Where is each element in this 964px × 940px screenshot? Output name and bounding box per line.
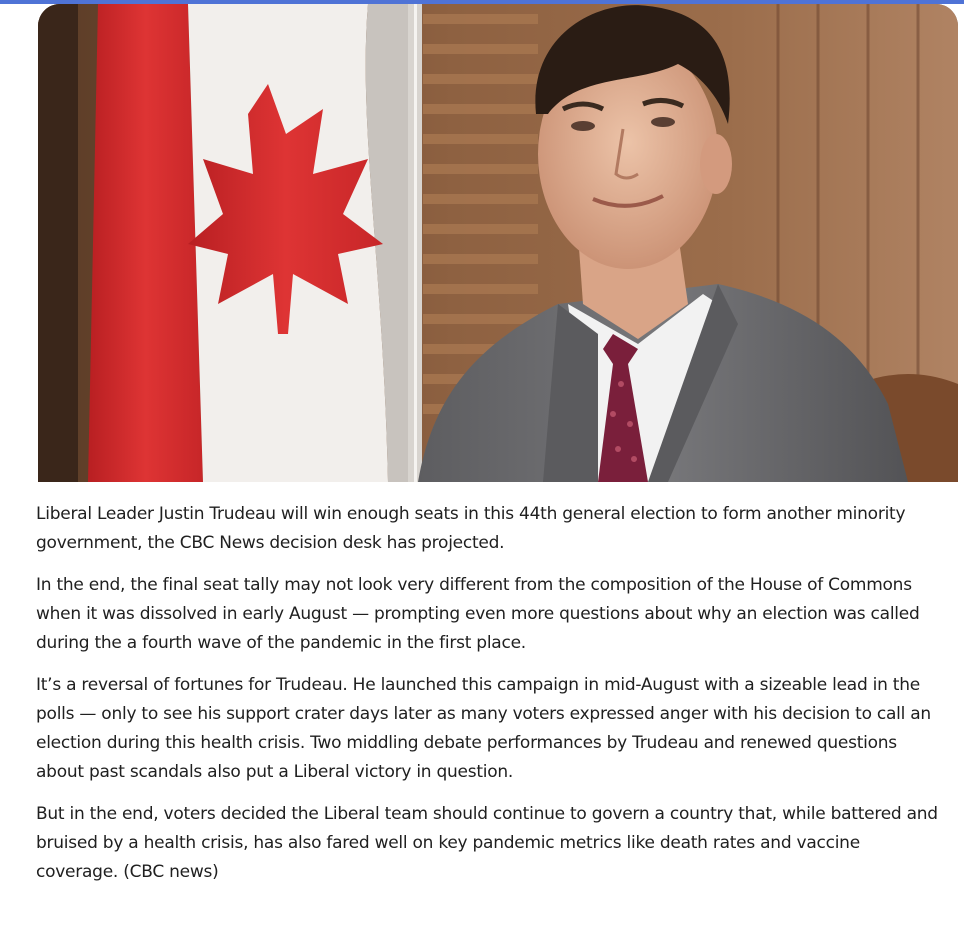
article-photo	[38, 4, 958, 482]
article-paragraph: But in the end, voters decided the Liberal team should continue to govern a country that, while battered and bruised by a health crisis, has also fared well on key pandemic metrics like death rates and vaccine coverage. (CBC news)	[36, 804, 938, 882]
article-paragraph: In the end, the final seat tally may not look very different from the composition of the House of Commons when it was dissolved in early August — prompting even more questions about why an election was called during the a fourth wave of the pandemic in the first place.	[36, 575, 920, 653]
article-paragraph: Liberal Leader Justin Trudeau will win enough seats in this 44th general election to form another minority government, the CBC News decision desk has projected.	[36, 504, 906, 553]
article-body	[36, 500, 946, 900]
article-paragraph: It’s a reversal of fortunes for Trudeau. He launched this campaign in mid-August with a sizeable lead in the polls — only to see his support crater days later as many voters expressed anger with his decision to call an election during this health crisis. Two middling debate performances by Trudeau and renewed questions about past scandals also put a Liberal victory in question.	[36, 675, 931, 782]
